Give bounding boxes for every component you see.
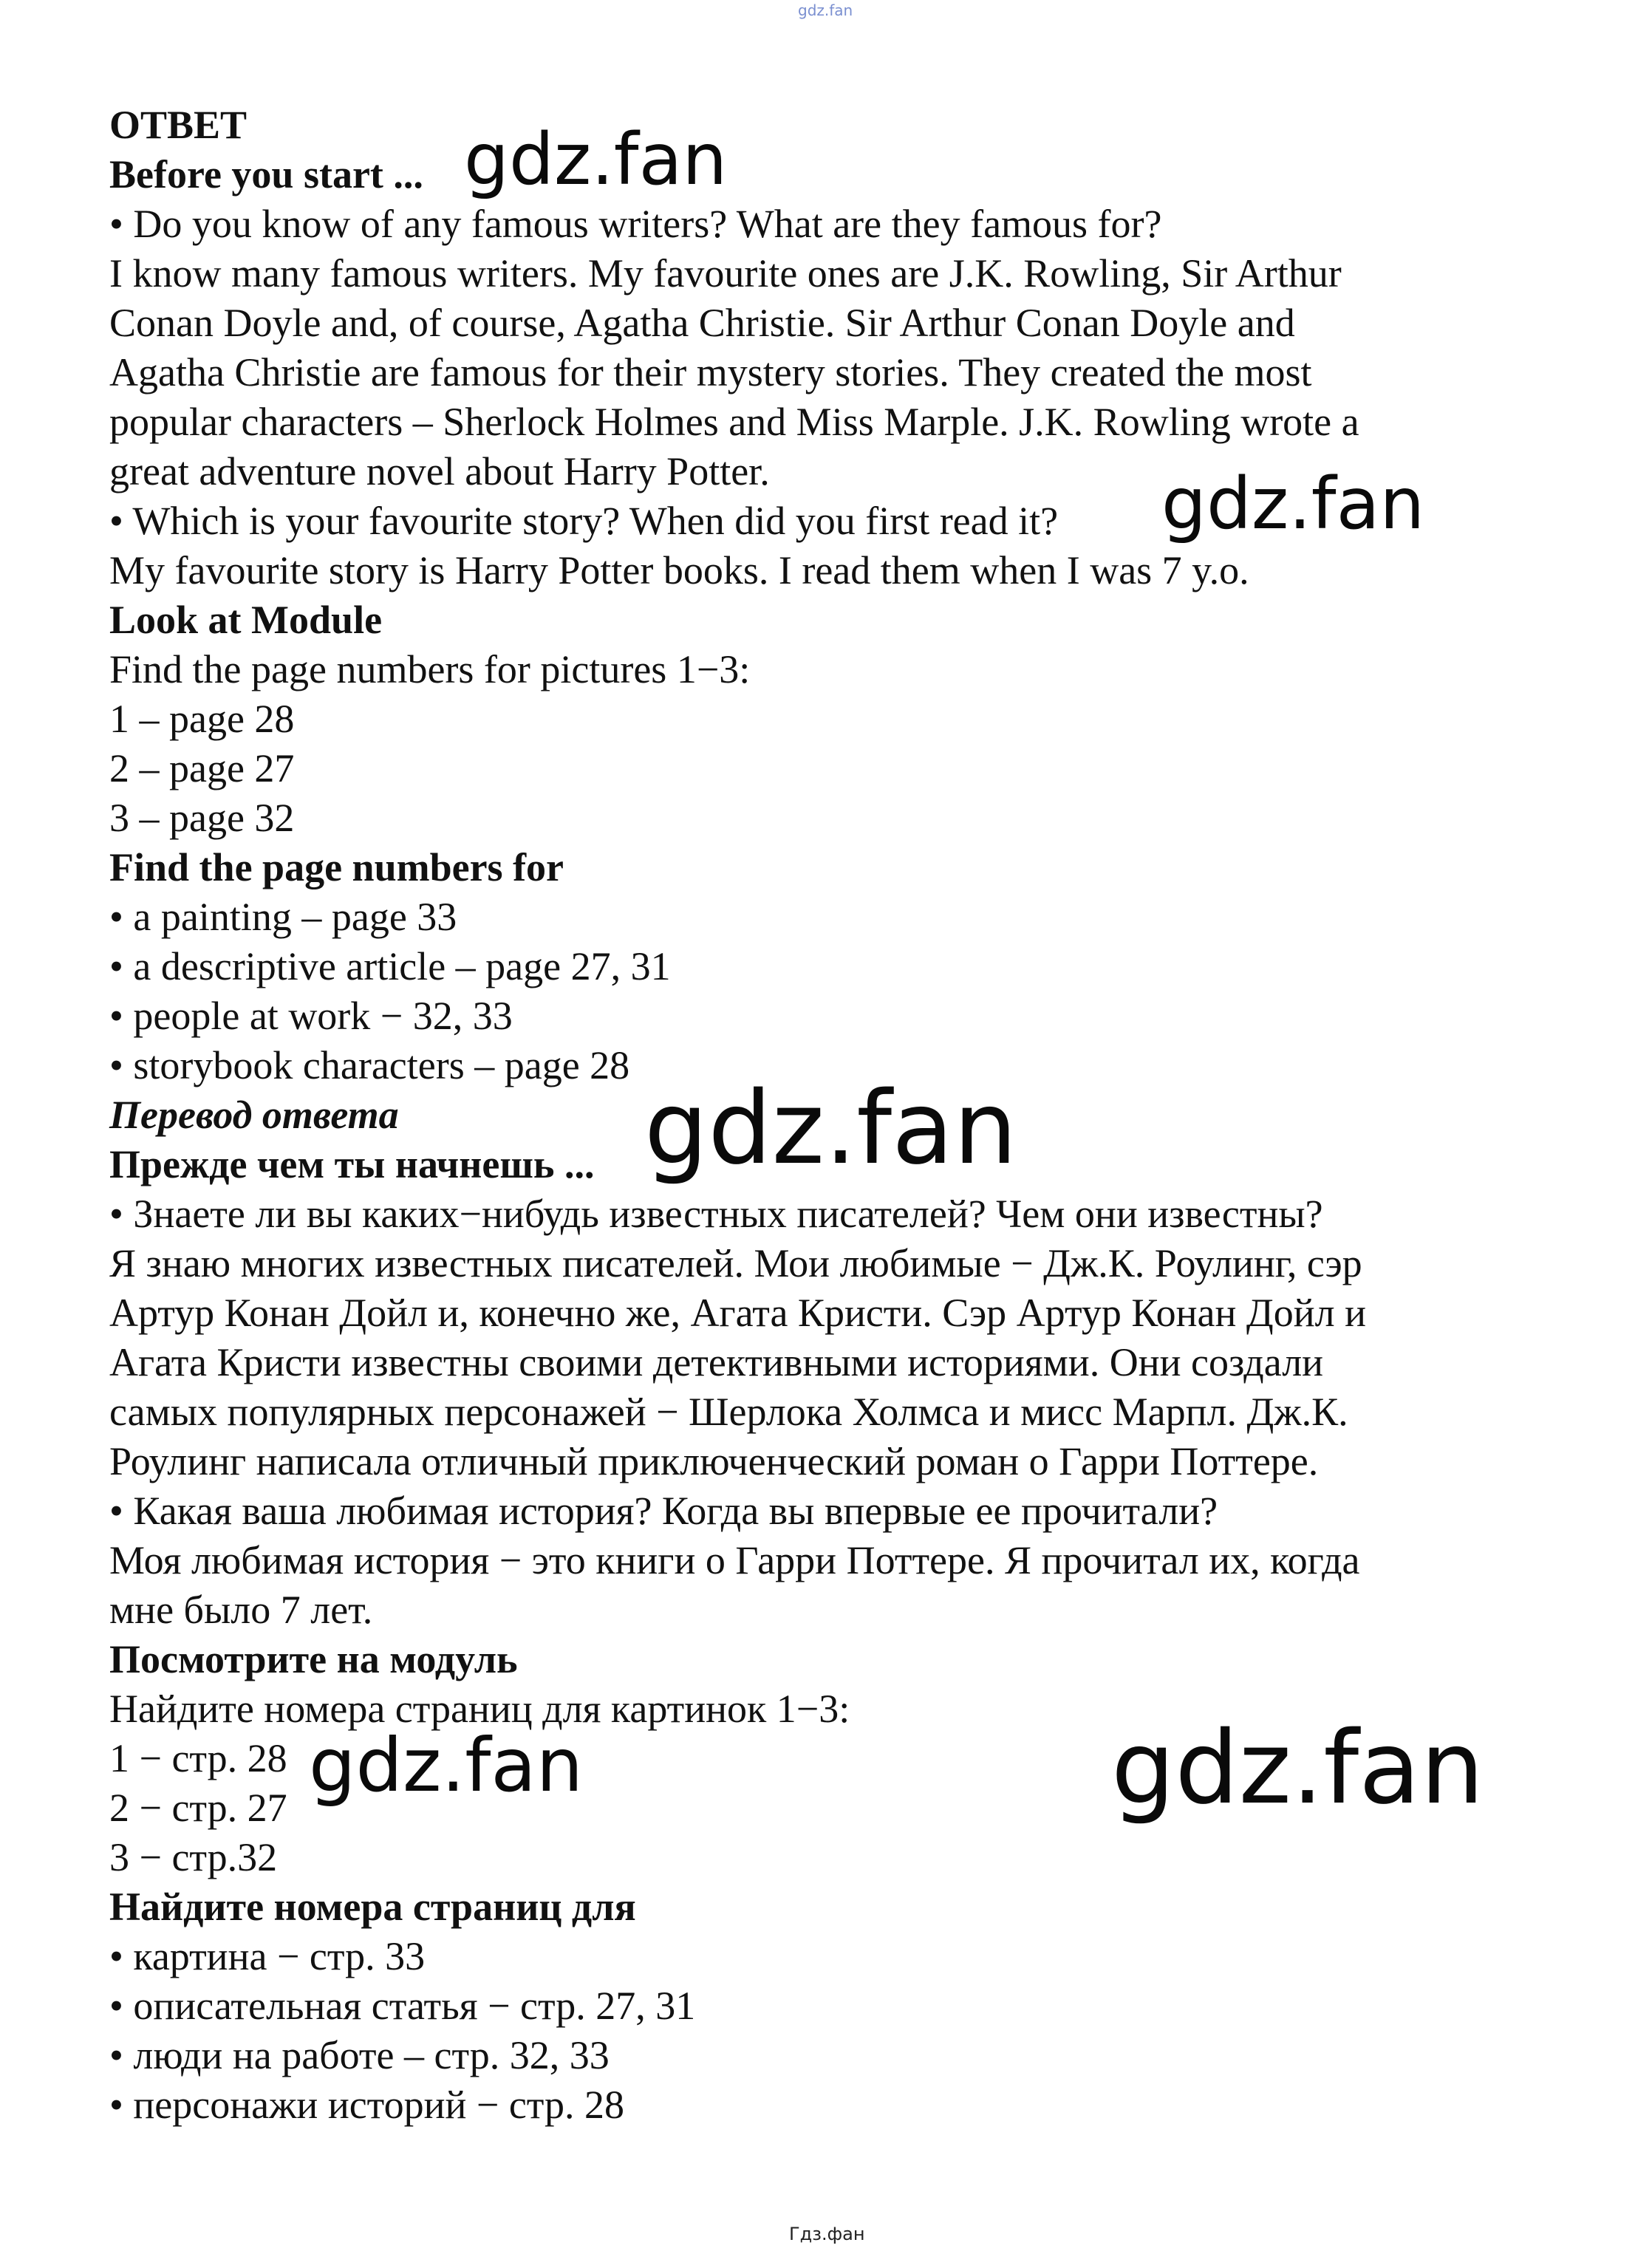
answer-1-line: Conan Doyle and, of course, Agatha Christie. Sir Arthur Conan Doyle and [109,301,1295,345]
footer-text: Гдз.фан [789,2224,865,2244]
answer-title: ОТВЕТ [109,103,248,147]
ru-find-item: • персонажи историй − стр. 28 [109,2083,625,2127]
ru-answer-1-line: Артур Конан Дойл и, конечно же, Агата Кристи. Сэр Артур Конан Дойл и [109,1291,1366,1335]
before-you-start-heading: Before you start ... [109,152,423,197]
ru-before-heading: Прежде чем ты начнешь ... [109,1142,595,1186]
answer-1-line: Agatha Christie are famous for their mystery stories. They created the most [109,350,1312,394]
translation-heading: Перевод ответа [109,1093,399,1137]
picture-item: 1 – page 28 [109,697,295,741]
top-watermark: gdz.fan [798,1,853,19]
ru-picture-item: 3 − стр.32 [109,1835,278,1879]
question-1: • Do you know of any famous writers? What are they famous for? [109,202,1162,246]
find-item: • a painting – page 33 [109,895,457,939]
find-item: • a descriptive article – page 27, 31 [109,944,671,988]
answer-1-line: I know many famous writers. My favourite ones are J.K. Rowling, Sir Arthur [109,251,1342,296]
answer-1-line: popular characters – Sherlock Holmes and Miss Marple. J.K. Rowling wrote a [109,400,1359,444]
watermark: gdz.fan [309,1722,584,1808]
question-2: • Which is your favourite story? When did you first read it? [109,499,1059,543]
look-at-module-heading: Look at Module [109,598,383,642]
ru-answer-1-line: Агата Кристи известны своими детективными историями. Они создали [109,1340,1324,1384]
ru-find-item: • картина − стр. 33 [109,1934,426,1978]
watermark: gdz.fan [1161,462,1425,545]
ru-find-item: • люди на работе – стр. 32, 33 [109,2033,610,2077]
find-item: • storybook characters – page 28 [109,1043,630,1087]
ru-answer-1-line: Роулинг написала отличный приключенческий роман о Гарри Поттере. [109,1439,1319,1483]
ru-picture-item: 2 − стр. 27 [109,1786,287,1830]
ru-find-item: • описательная статья − стр. 27, 31 [109,1984,696,2028]
watermark: gdz.fan [644,1070,1017,1187]
ru-answer-2-line: мне было 7 лет. [109,1588,373,1632]
ru-answer-1-line: самых популярных персонажей − Шерлока Холмса и мисс Марпл. Дж.К. [109,1390,1348,1434]
watermark: gdz.fan [1111,1710,1484,1827]
ru-question-1: • Знаете ли вы каких−нибудь известных писателей? Чем они известны? [109,1192,1323,1236]
find-pictures-prompt: Find the page numbers for pictures 1−3: [109,647,751,691]
find-page-numbers-heading: Find the page numbers for [109,845,564,889]
ru-question-2: • Какая ваша любимая история? Когда вы впервые ее прочитали? [109,1489,1218,1533]
ru-answer-2-line: Моя любимая история − это книги о Гарри Поттере. Я прочитал их, когда [109,1538,1360,1582]
ru-answer-1-line: Я знаю многих известных писателей. Мои любимые − Дж.К. Роулинг, сэр [109,1241,1362,1285]
answer-1-line: great adventure novel about Harry Potter. [109,449,770,493]
picture-item: 2 – page 27 [109,746,295,790]
find-item: • people at work − 32, 33 [109,994,513,1038]
ru-find-pictures-prompt: Найдите номера страниц для картинок 1−3: [109,1687,850,1731]
ru-look-heading: Посмотрите на модуль [109,1637,518,1681]
ru-picture-item: 1 − стр. 28 [109,1736,287,1780]
answer-2: My favourite story is Harry Potter books. I read them when I was 7 y.o. [109,548,1249,592]
ru-find-heading: Найдите номера страниц для [109,1885,636,1929]
picture-item: 3 – page 32 [109,796,295,840]
watermark: gdz.fan [464,118,728,201]
